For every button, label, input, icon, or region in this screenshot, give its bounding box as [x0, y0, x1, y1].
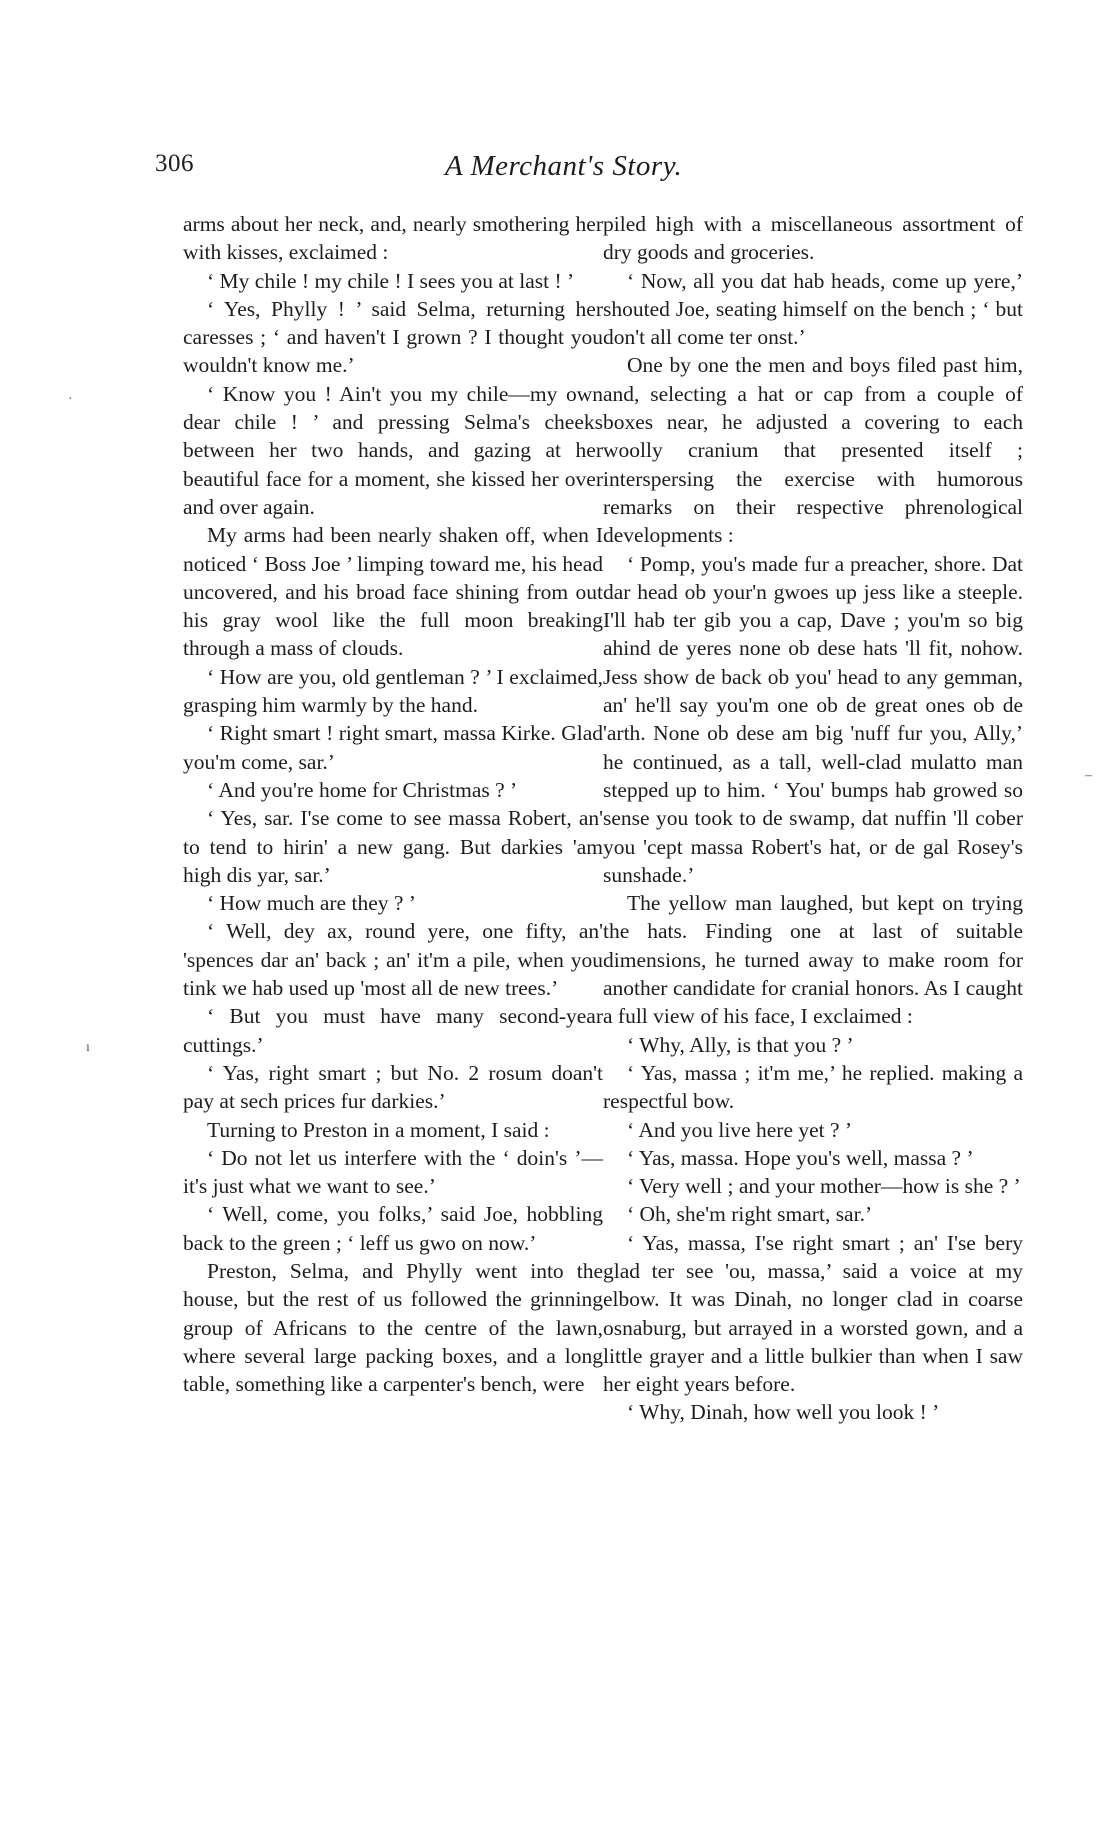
paragraph: Preston, Selma, and Phylly went into the house, but the rest of us followed the grinning group of Africans to the centre of the lawn, where several large packing boxes, and a long table, something like a carpenter's bench, were	[183, 1258, 603, 1397]
margin-speck: ı	[86, 1040, 90, 1055]
paragraph: Turning to Preston in a moment, I said :	[207, 1117, 550, 1142]
paragraph: ‘ Very well ; and your mother—how is she ? ’	[627, 1174, 1021, 1199]
paragraph: ‘ Well, dey ax, round yere, one fifty, an' 'spences dar an' back ; an' it'm a pile, when you tink we hab used up 'most all de new trees.’	[183, 919, 603, 1001]
paragraph: ‘ Yes, sar. I'se come to see massa Robert, an' to tend to hirin' a new gang. But darkies 'am high dis yar, sar.’	[183, 806, 603, 887]
paragraph: ‘ Yas, right smart ; but No. 2 rosum doan't pay at sech prices fur darkies.’	[183, 1060, 603, 1114]
paragraph: ‘ Right smart ! right smart, massa Kirke. Glad you'm come, sar.’	[183, 721, 603, 774]
paragraph: arms about her neck, and, nearly smothering her with kisses, exclaimed :	[183, 212, 603, 265]
page-header	[155, 150, 955, 194]
paragraph: ‘ And you live here yet ? ’	[627, 1117, 853, 1142]
paragraph: ‘ Yas, massa. Hope you's well, massa ? ’	[627, 1145, 974, 1170]
paragraph: ‘ Now, all you dat hab heads, come up yere,’ shouted Joe, seating himself on the bench ; ‘ but don't all come ter onst.’	[603, 268, 1023, 350]
paragraph: ‘ Do not let us interfere with the ‘ doin's ’—it's just what we want to see.’	[183, 1145, 603, 1199]
paragraph: ‘ Yes, Phylly ! ’ said Selma, returning her caresses ; ‘ and haven't I grown ? I thought you wouldn't know me.’	[183, 296, 603, 378]
paragraph: One by one the men and boys filed past him, and, selecting a hat or cap from a couple of boxes near, he adjusted a covering to each woolly cranium that presented itself ; interspersing the exercise with humorous remarks on their respective phrenological developments :	[603, 353, 1023, 548]
page-number: 306	[155, 150, 194, 177]
margin-speck: –	[1085, 768, 1092, 783]
left-column	[183, 210, 603, 1398]
paragraph: ‘ And you're home for Christmas ? ’	[207, 777, 518, 802]
paragraph: ‘ Oh, she'm right smart, sar.’	[627, 1202, 873, 1227]
paragraph: ‘ But you must have many second-year cuttings.’	[183, 1004, 603, 1057]
paragraph: ‘ Know you ! Ain't you my chile—my own dear chile ! ’ and pressing Selma's cheeks between her two hands, and gazing at her beautiful face for a moment, she kissed her over and over again.	[183, 381, 603, 519]
right-column	[603, 210, 1023, 1427]
paragraph: piled high with a miscellaneous assortment of dry goods and groceries.	[603, 212, 1023, 265]
running-title: A Merchant's Story.	[445, 150, 683, 182]
paragraph: ‘ Yas, massa, I'se right smart ; an' I'se bery glad ter see 'ou, massa,’ said a voice at my elbow. It was Dinah, no longer clad in coarse osnaburg, but arrayed in a worsted gown, and a little grayer and a little bulkier than when I saw her eight years before.	[603, 1230, 1023, 1397]
paragraph: My arms had been nearly shaken off, when I noticed ‘ Boss Joe ’ limping toward me, his head uncovered, and his broad face shining from out his gray wool like the full moon breaking through a mass of clouds.	[183, 523, 603, 661]
paragraph: ‘ Why, Dinah, how well you look ! ’	[627, 1400, 940, 1425]
paragraph: ‘ How are you, old gentleman ? ’ I exclaimed, grasping him warmly by the hand.	[183, 664, 603, 718]
paragraph: ‘ My chile ! my chile ! I sees you at last ! ’	[207, 268, 575, 293]
paragraph: ‘ Yas, massa ; it'm me,’ he replied. making a respectful bow.	[603, 1060, 1023, 1114]
paragraph: ‘ How much are they ? ’	[207, 891, 416, 916]
paragraph: The yellow man laughed, but kept on trying the hats. Finding one at last of suitable dimensions, he turned away to make room for another candidate for cranial honors. As I caught a full view of his face, I exclaimed :	[603, 891, 1023, 1029]
margin-speck: ·	[68, 392, 73, 407]
paragraph: ‘ Well, come, you folks,’ said Joe, hobbling back to the green ; ‘ leff us gwo on now.’	[183, 1202, 603, 1255]
paragraph: ‘ Pomp, you's made fur a preacher, shore. Dat dar head ob your'n gwoes up jess like a steeple. I'll hab ter gib you a cap, Dave ; you'm so big ahind de yeres none ob dese hats 'll fit, nohow. Jess show de back ob you' head to any gemman, an' he'll say you'm one ob de great ones ob de 'arth. None ob dese am big 'nuff fur you, Ally,’ he continued, as a tall, well-clad mulatto man stepped up to him. ‘ You' bumps hab growed so sense you took to de swamp, dat nuffin 'll cober you 'cept massa Robert's hat, or de gal Rosey's sunshade.’	[603, 551, 1023, 887]
paragraph: ‘ Why, Ally, is that you ? ’	[627, 1032, 854, 1057]
